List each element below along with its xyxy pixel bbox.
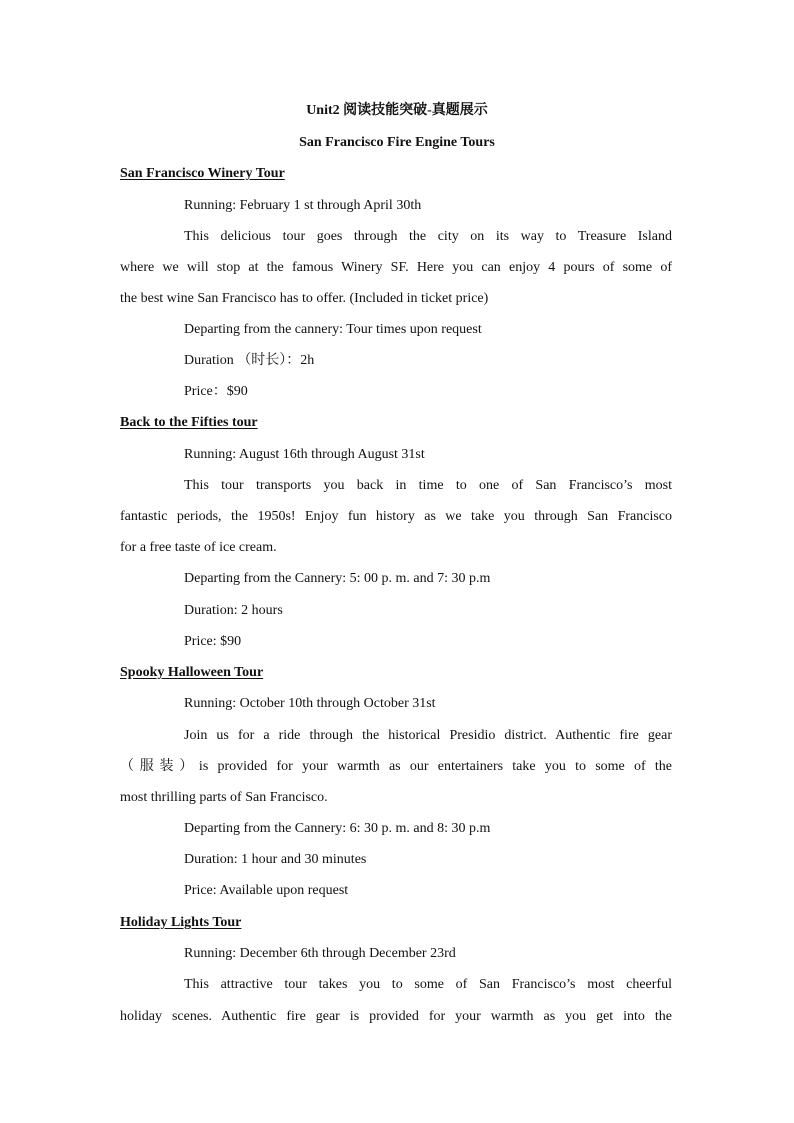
- tour-description-line: holiday scenes. Authentic fire gear is provided for your warmth as you get into the: [120, 1009, 672, 1024]
- main-title: San Francisco Fire Engine Tours: [299, 135, 495, 150]
- tour-description-line: This attractive tour takes you to some of San Francisco’s most cheerful: [184, 977, 672, 992]
- tour-heading-halloween: Spooky Halloween Tour: [120, 665, 264, 680]
- tour-description-line: This delicious tour goes through the city on its way to Treasure Island: [184, 229, 672, 244]
- tour-description-line: for a free taste of ice cream.: [120, 540, 277, 555]
- tour-description-line: （服装）is provided for your warmth as our entertainers take you to some of the: [120, 759, 672, 774]
- tour-running: Running: December 6th through December 23rd: [184, 946, 456, 961]
- tour-running: Running: February 1 st through April 30th: [184, 198, 422, 213]
- tour-description-line: This tour transports you back in time to one of San Francisco’s most: [184, 478, 672, 493]
- tour-description-line: the best wine San Francisco has to offer. (Included in ticket price): [120, 291, 489, 306]
- tour-duration: Duration: 2 hours: [184, 603, 283, 618]
- tour-price: Price：$90: [184, 384, 248, 399]
- tour-duration: Duration: 1 hour and 30 minutes: [184, 852, 367, 867]
- tour-duration: Duration （时长）：2h: [184, 353, 315, 368]
- tour-description-line: most thrilling parts of San Francisco.: [120, 790, 328, 805]
- tour-description-line: fantastic periods, the 1950s! Enjoy fun history as we take you through San Francisco: [120, 509, 672, 524]
- tour-departing: Departing from the Cannery: 5: 00 p. m. and 7: 30 p.m: [184, 571, 491, 586]
- tour-running: Running: August 16th through August 31st: [184, 447, 425, 462]
- tour-running: Running: October 10th through October 31st: [184, 696, 436, 711]
- tour-price: Price: Available upon request: [184, 883, 349, 898]
- tour-departing: Departing from the cannery: Tour times upon request: [184, 322, 482, 337]
- tour-description-line: where we will stop at the famous Winery SF. Here you can enjoy 4 pours of some of: [120, 260, 672, 275]
- tour-departing: Departing from the Cannery: 6: 30 p. m. and 8: 30 p.m: [184, 821, 491, 836]
- tour-heading-winery: San Francisco Winery Tour: [120, 166, 285, 181]
- tour-heading-fifties: Back to the Fifties tour: [120, 415, 258, 430]
- tour-heading-holiday: Holiday Lights Tour: [120, 915, 242, 930]
- unit-title: Unit2 阅读技能突破-真题展示: [306, 103, 488, 118]
- tour-price: Price: $90: [184, 634, 242, 649]
- tour-description-line: Join us for a ride through the historical Presidio district. Authentic fire gear: [184, 728, 672, 743]
